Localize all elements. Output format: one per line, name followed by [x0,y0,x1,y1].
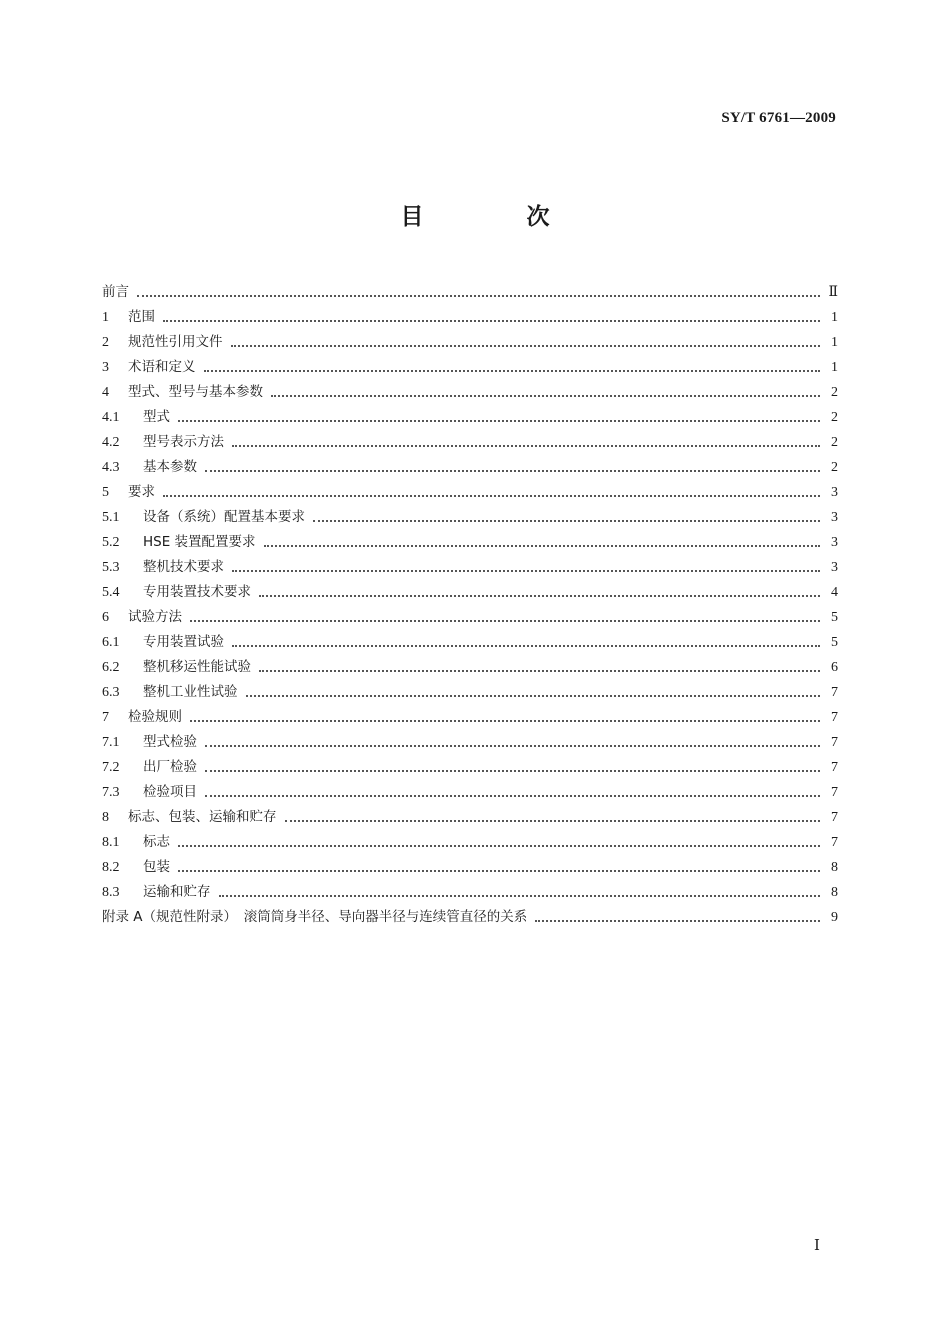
toc-entry[interactable] [102,530,838,555]
toc-dot-leader [178,870,820,872]
toc-entry-number: 3 [102,360,109,375]
toc-entry[interactable] [102,305,838,330]
toc-entry-title: 前言 [102,284,129,300]
toc-entry-number: 5 [102,485,109,500]
toc-dot-leader [246,695,821,697]
toc-entry-title: 专用装置技术要求 [143,584,251,600]
toc-entry-title: HSE 装置配置要求 [143,534,256,550]
toc-entry[interactable] [102,655,838,680]
toc-entry-page: 7 [831,710,838,725]
toc-entry-page: 7 [831,685,838,700]
toc-entry-title: 检验项目 [143,784,197,800]
toc-entry[interactable] [102,830,838,855]
toc-entry-title: 整机技术要求 [143,559,224,575]
toc-entry-number: 6.2 [102,660,120,675]
toc-entry-page: 1 [831,360,838,375]
toc-entry[interactable] [102,880,838,905]
standard-number: SY/T 6761—2009 [721,110,836,126]
toc-entry[interactable] [102,380,838,405]
toc-entry-number: 4.3 [102,460,120,475]
toc-entry-title: 检验规则 [128,709,182,725]
toc-entry[interactable] [102,680,838,705]
toc-dot-leader [219,895,821,897]
toc-dot-leader [264,545,820,547]
toc-dot-leader [205,795,820,797]
toc-dot-leader [204,370,821,372]
toc-entry-title: 试验方法 [128,609,182,625]
toc-entry-number: 7.1 [102,735,120,750]
toc-entry-title: 规范性引用文件 [128,334,223,350]
toc-entry[interactable] [102,855,838,880]
toc-dot-leader [259,670,820,672]
toc-entry-number: 6 [102,610,109,625]
toc-entry-title: 标志 [143,834,170,850]
toc-entry-number: 4 [102,385,109,400]
toc-entry-title: 型式、型号与基本参数 [128,384,263,400]
toc-entry-page: 7 [831,810,838,825]
toc-entry-number: 2 [102,335,109,350]
toc-entry-number: 1 [102,310,109,325]
toc-dot-leader [271,395,820,397]
toc-entry-number: 7.3 [102,785,120,800]
toc-entry-title: 范围 [128,309,155,325]
toc-entry-title: 基本参数 [143,459,197,475]
toc-entry-title: 型式检验 [143,734,197,750]
toc-dot-leader [232,645,820,647]
toc-entry-title: 包装 [143,859,170,875]
toc-entry-page: 2 [831,435,838,450]
toc-entry-page: 7 [831,760,838,775]
toc-entry[interactable] [102,805,838,830]
toc-entry[interactable] [102,555,838,580]
toc-entry[interactable] [102,605,838,630]
toc-dot-leader [232,445,820,447]
toc-entry[interactable] [102,705,838,730]
toc-entry-number: 5.4 [102,585,120,600]
toc-entry-number: 5.3 [102,560,120,575]
toc-entry-number: 4.1 [102,410,120,425]
toc-entry-number: 7.2 [102,760,120,775]
page-title: 目 次 [400,204,590,230]
table-of-contents [102,280,838,930]
toc-entry-page: 3 [831,560,838,575]
toc-entry[interactable] [102,780,838,805]
toc-entry-page: 3 [831,510,838,525]
toc-entry[interactable] [102,480,838,505]
toc-entry-page: 6 [831,660,838,675]
toc-entry[interactable] [102,905,838,930]
toc-entry[interactable] [102,580,838,605]
toc-entry-page: 2 [831,385,838,400]
toc-entry-number: 8.1 [102,835,120,850]
toc-dot-leader [163,320,820,322]
toc-entry[interactable] [102,730,838,755]
toc-dot-leader [178,420,820,422]
toc-entry-title: 整机工业性试验 [143,684,238,700]
toc-dot-leader [535,920,820,922]
toc-entry-page: Ⅱ [828,285,838,300]
toc-entry-page: 5 [831,610,838,625]
toc-entry[interactable] [102,355,838,380]
toc-entry-page: 2 [831,410,838,425]
toc-dot-leader [205,470,820,472]
toc-entry-page: 4 [831,585,838,600]
toc-entry-title: 出厂检验 [143,759,197,775]
toc-dot-leader [137,295,820,297]
toc-entry-title: 型号表示方法 [143,434,224,450]
toc-dot-leader [190,620,820,622]
toc-dot-leader [205,745,820,747]
toc-entry-title: 术语和定义 [128,359,196,375]
toc-entry-number: 8 [102,810,109,825]
toc-entry-page: 5 [831,635,838,650]
toc-entry[interactable] [102,430,838,455]
toc-entry-number: 5.1 [102,510,120,525]
toc-entry-number: 8.2 [102,860,120,875]
toc-dot-leader [163,495,820,497]
toc-entry-page: 9 [831,910,838,925]
toc-entry[interactable] [102,505,838,530]
toc-entry[interactable] [102,755,838,780]
toc-entry-number: 6.1 [102,635,120,650]
toc-entry-page: 3 [831,485,838,500]
toc-entry[interactable] [102,330,838,355]
toc-dot-leader [232,570,820,572]
toc-entry-number: 4.2 [102,435,120,450]
toc-entry[interactable] [102,280,838,305]
toc-entry-page: 2 [831,460,838,475]
toc-entry-number: 8.3 [102,885,120,900]
toc-entry-title: 设备（系统）配置基本要求 [143,509,305,525]
toc-entry-title: 专用装置试验 [143,634,224,650]
toc-entry-title: 标志、包装、运输和贮存 [128,809,277,825]
toc-entry-page: 7 [831,735,838,750]
toc-entry-title: 运输和贮存 [143,884,211,900]
toc-entry-page: 8 [831,885,838,900]
toc-entry-title: 整机移运性能试验 [143,659,251,675]
toc-entry-page: 1 [831,310,838,325]
toc-entry-page: 3 [831,535,838,550]
toc-dot-leader [178,845,820,847]
toc-entry-number: 6.3 [102,685,120,700]
toc-dot-leader [205,770,820,772]
toc-entry-title: 型式 [143,409,170,425]
toc-entry-title: 要求 [128,484,155,500]
toc-entry-page: 1 [831,335,838,350]
page-number: Ⅰ [814,1238,820,1254]
toc-dot-leader [231,345,821,347]
toc-entry-page: 8 [831,860,838,875]
toc-dot-leader [285,820,821,822]
toc-entry-number: 7 [102,710,109,725]
toc-entry[interactable] [102,455,838,480]
toc-entry[interactable] [102,405,838,430]
toc-entry-page: 7 [831,835,838,850]
toc-dot-leader [190,720,820,722]
toc-entry-title: 附录 A（规范性附录） 滚筒筒身半径、导向器半径与连续管直径的关系 [102,909,528,925]
toc-entry-number: 5.2 [102,535,120,550]
toc-dot-leader [313,520,820,522]
toc-entry-page: 7 [831,785,838,800]
toc-entry[interactable] [102,630,838,655]
toc-dot-leader [259,595,820,597]
